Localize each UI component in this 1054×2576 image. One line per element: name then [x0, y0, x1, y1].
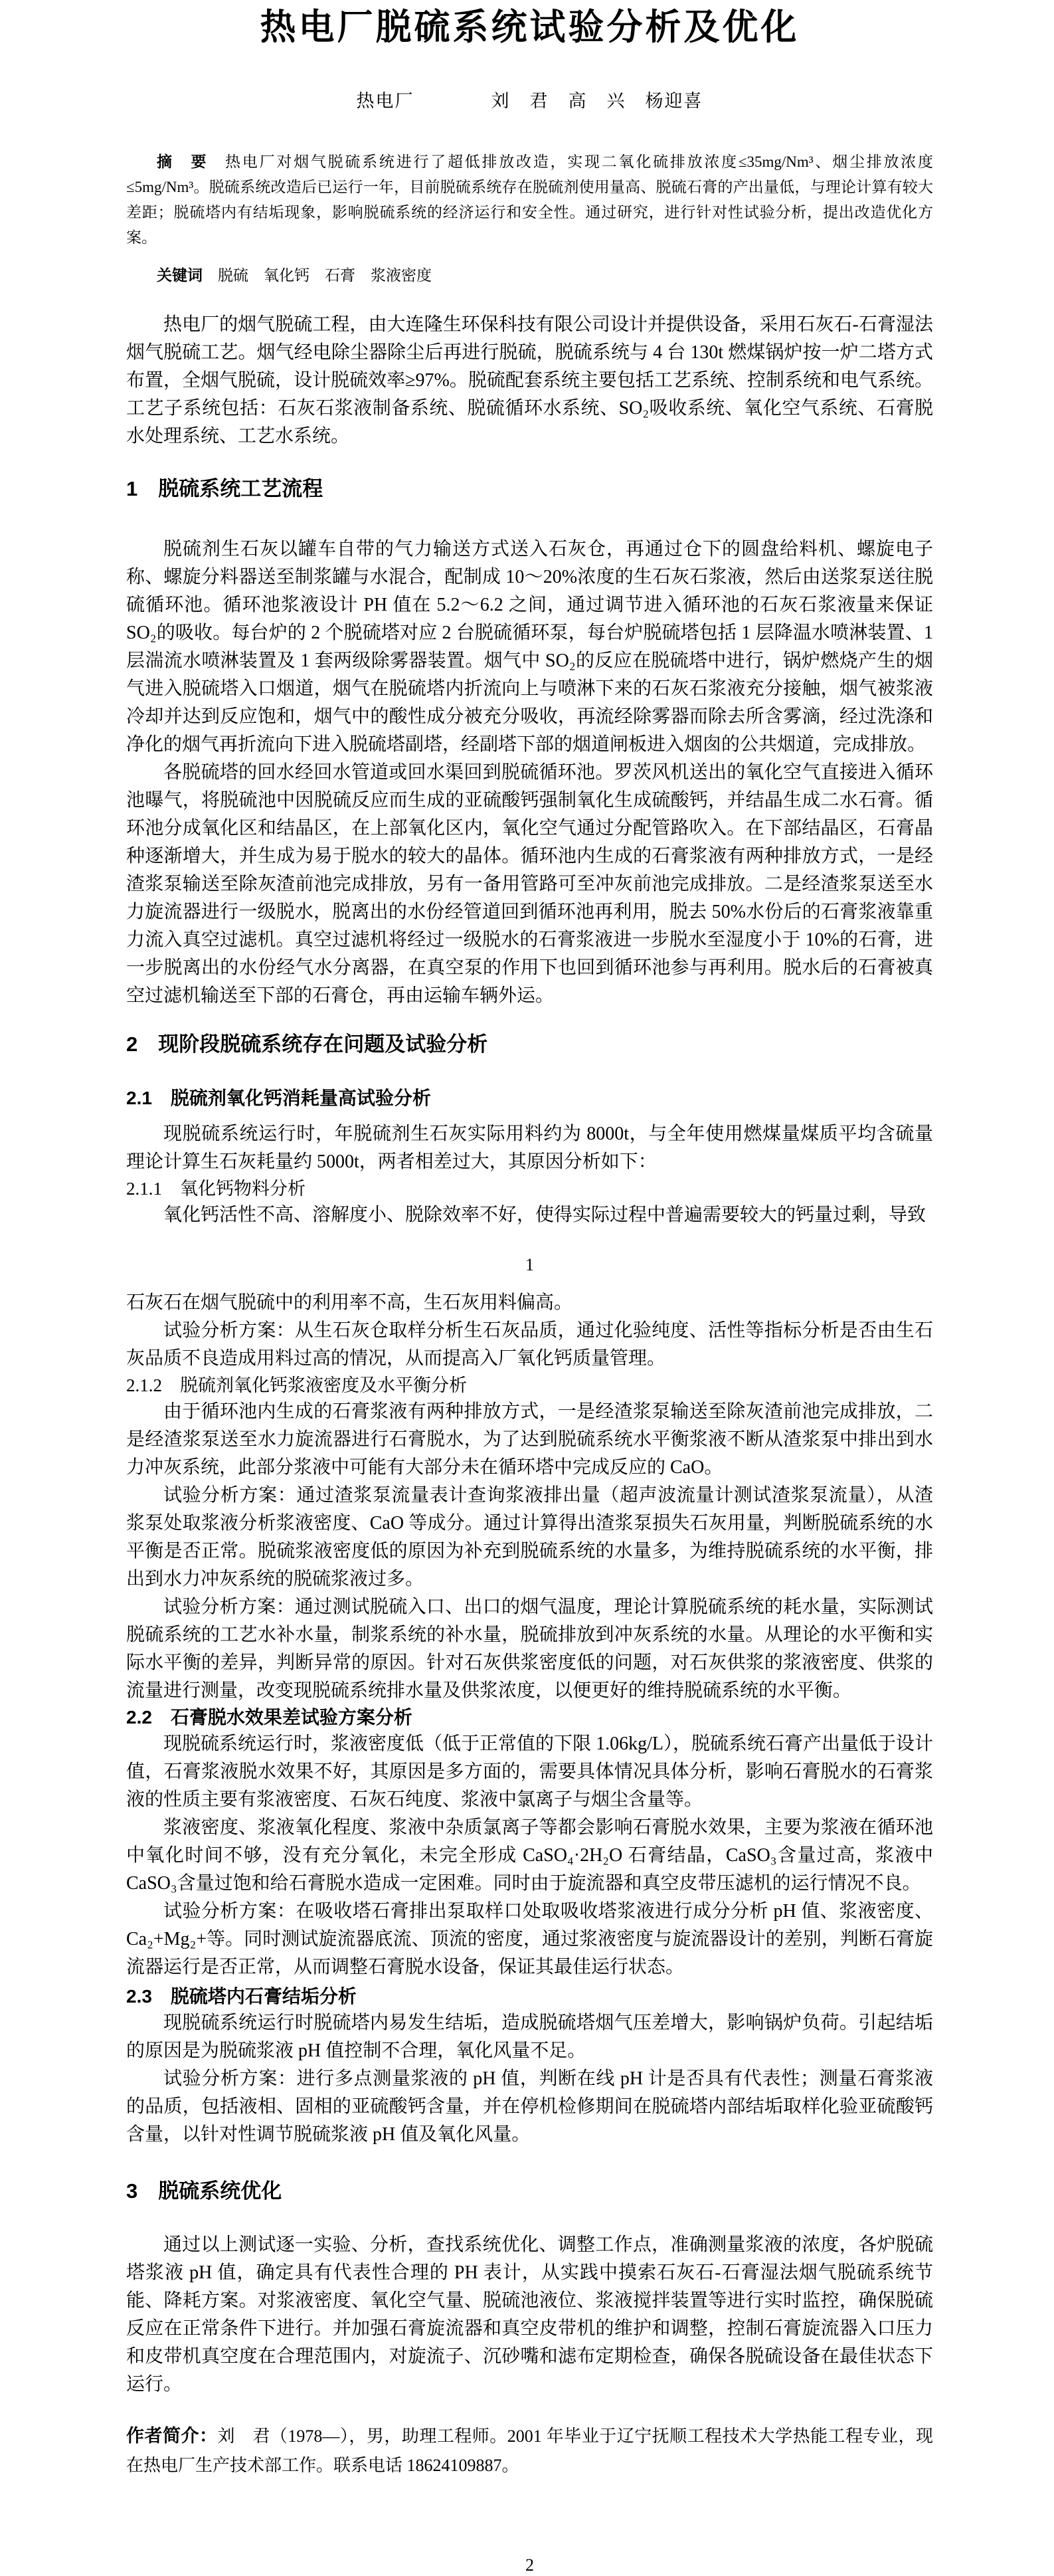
section-1-heading: 1 脱硫系统工艺流程 — [126, 477, 323, 500]
section-2-1-2-paragraph-1: 由于循环池内生成的石膏浆液有两种排放方式，一是经渣浆泵输送至除灰渣前池完成排放，二是经渣浆泵送至水力旋流器进行石膏脱水，为了达到脱硫系统水平衡浆液不断从渣浆泵中排出到水力冲灰系统，此部分浆液中可能有大部分未在循环塔中完成反应的 CaO。 — [126, 1401, 933, 1478]
section-2-2-paragraph-1: 现脱硫系统运行时，浆液密度低（低于正常值的下限 1.06kg/L），脱硫系统石膏产出量低于设计值，石膏浆液脱水效果不好，其原因是多方面的，需要具体情况具体分析，影响石膏脱水的石膏浆液的性质主要有浆液密度、石灰石纯度、浆液中氯离子与烟尘含量等。 — [126, 1734, 933, 1810]
authors-line: 热电厂 刘 君 高 兴 杨迎喜 — [356, 91, 703, 111]
section-2-2-heading: 2.2 石膏脱水效果差试验方案分析 — [126, 1707, 412, 1728]
section-2-heading: 2 现阶段脱硫系统存在问题及试验分析 — [126, 1033, 488, 1056]
intro-paragraph: 热电厂的烟气脱硫工程，由大连隆生环保科技有限公司设计并提供设备，采用石灰石-石膏湿法烟气脱硫工艺。烟气经电除尘器除尘后再进行脱硫，脱硫系统与 4 台 130t 燃煤锅炉按一炉二塔方式布置，全烟气脱硫，设计脱硫效率≥97%。脱硫配套系统主要包括工艺系统、控制系统和电气系统。工艺子系统包括：石灰石浆液制备系统、脱硫循环水系统、SO₂吸收系统、氧化空气系统、石膏脱水处理系统、工艺水系统。 — [126, 314, 933, 446]
section-2-3-paragraph-1: 现脱硫系统运行时脱硫塔内易发生结垢，造成脱硫塔烟气压差增大，影响锅炉负荷。引起结垢的原因是为脱硫浆液 pH 值控制不合理，氧化风量不足。 — [126, 2013, 933, 2061]
section-3-paragraph-1: 通过以上测试逐一实验、分析，查找系统优化、调整工作点，准确测量浆液的浓度，各炉脱硫塔浆液 pH 值，确定具有代表性合理的 PH 表计，从实践中摸索石灰石-石膏湿法烟气脱硫系统节能、降耗方案。对浆液密度、氧化空气量、脱硫池液位、浆液搅拌装置等进行实时监控，确保脱硫反应在正常条件下进行。并加强石膏旋流器和真空皮带机的维护和调整，控制石膏旋流器入口压力和皮带机真空度在合理范围内，对旋流子、沉砂嘴和滤布定期检查，确保各脱硫设备在最佳状态下运行。 — [126, 2234, 933, 2395]
abstract-label: 摘 要 — [157, 153, 209, 170]
page-number-1: 1 — [525, 1255, 534, 1274]
section-2-1-1-paragraph-1-continued: 石灰石在烟气脱硫中的利用率不高，生石灰用料偏高。 — [126, 1292, 573, 1313]
section-2-1-2-heading: 2.1.2 脱硫剂氧化钙浆液密度及水平衡分析 — [126, 1375, 467, 1395]
section-2-2-paragraph-3: 试验分析方案：在吸收塔石膏排出泵取样口处取吸收塔浆液进行成分分析 pH 值、浆液密度、Ca₂+Mg₂+等。同时测试旋流器底流、顶流的密度，通过浆液密度与旋流器设计的差别，判断石膏旋流器运行是否正常，从而调整石膏脱水设备，保证其最佳运行状态。 — [126, 1901, 933, 1977]
section-2-3-paragraph-2: 试验分析方案：进行多点测量浆液的 pH 值，判断在线 pH 计是否具有代表性；测量石膏浆液的品质，包括液相、固相的亚硫酸钙含量，并在停机检修期间在脱硫塔内部结垢取样化验亚硫酸钙含量，以针对性调节脱硫浆液 pH 值及氧化风量。 — [126, 2068, 933, 2145]
section-2-1-1-heading: 2.1.1 氧化钙物料分析 — [126, 1179, 306, 1199]
bio-text: 刘 君（1978—），男，助理工程师。2001 年毕业于辽宁抚顺工程技术大学热能工程专业，现在热电厂生产技术部工作。联系电话 18624109887。 — [126, 2427, 933, 2475]
section-2-1-2-paragraph-3: 试验分析方案：通过测试脱硫入口、出口的烟气温度，理论计算脱硫系统的耗水量，实际测试脱硫系统的工艺水补水量，制浆系统的补水量，脱硫排放到冲灰系统的水量。从理论的水平衡和实际水平衡的差异，判断异常的原因。针对石灰供浆密度低的问题，对石灰供浆的浆液密度、供浆的流量进行测量，改变现脱硫系统排水量及供浆浓度，以便更好的维持脱硫系统的水平衡。 — [126, 1597, 933, 1701]
section-1-paragraph-1: 脱硫剂生石灰以罐车自带的气力输送方式送入石灰仓，再通过仓下的圆盘给料机、螺旋电子称、螺旋分料器送至制浆罐与水混合，配制成 10～20%浓度的生石灰石浆液，然后由送浆泵送往脱硫循环池。循环池浆液设计 PH 值在 5.2～6.2 之间，通过调节进入循环池的石灰石浆液量来保证 SO₂的吸收。每台炉的 2 个脱硫塔对应 2 台脱硫循环泵，每台炉脱硫塔包括 1 层降温水喷淋装置、1 层湍流水喷淋装置及 1 套两级除雾器装置。烟气中 SO₂的反应在脱硫塔中进行，锅炉燃烧产生的烟气进入脱硫塔入口烟道，烟气在脱硫塔内折流向上与喷淋下来的石灰石浆液充分接触，烟气被浆液冷却并达到反应饱和，烟气中的酸性成分被充分吸收，再流经除雾器而除去所含雾滴，经过洗涤和净化的烟气再折流向下进入脱硫塔副塔，经副塔下部的烟道闸板进入烟囱的公共烟道，完成排放。 — [126, 539, 933, 755]
section-2-1-2-paragraph-2: 试验分析方案：通过渣浆泵流量表计查询浆液排出量（超声波流量计测试渣浆泵流量），从渣浆泵处取浆液分析浆液密度、CaO 等成分。通过计算得出渣浆泵损失石灰用量，判断脱硫系统的水平衡是否正常。脱硫浆液密度低的原因为补充到脱硫系统的水量多，为维持脱硫系统的水平衡，排出到水力冲灰系统的脱硫浆液过多。 — [126, 1485, 933, 1589]
keywords-text: 脱硫 氧化钙 石膏 浆液密度 — [203, 267, 432, 284]
section-1-paragraph-2: 各脱硫塔的回水经回水管道或回水渠回到脱硫循环池。罗茨风机送出的氧化空气直接进入循环池曝气，将脱硫池中因脱硫反应而生成的亚硫酸钙强制氧化生成硫酸钙，并结晶生成二水石膏。循环池分成氧化区和结晶区，在上部氧化区内，氧化空气通过分配管路吹入。在下部结晶区，石膏晶种逐渐增大，并生成为易于脱水的较大的晶体。循环池内生成的石膏浆液有两种排放方式，一是经渣浆泵输送至除灰渣前池完成排放，另有一备用管路可至冲灰前池完成排放。二是经渣浆泵送至水力旋流器进行一级脱水，脱离出的水份经管道回到循环池再利用，脱去 50%水份后的石膏浆液靠重力流入真空过滤机。真空过滤机将经过一级脱水的石膏浆液进一步脱水至湿度小于 10%的石膏，进一步脱离出的水份经气水分离器，在真空泵的作用下也回到循环池参与再利用。脱水后的石膏被真空过滤机输送至下部的石膏仓，再由运输车辆外运。 — [126, 762, 933, 1006]
abstract-text: 热电厂对烟气脱硫系统进行了超低排放改造，实现二氧化硫排放浓度≤35mg/Nm³、烟尘排放浓度≤5mg/Nm³。脱硫系统改造后已运行一年，目前脱硫系统存在脱硫剂使用量高、脱硫石膏的产出量低，与理论计算有较大差距；脱硫塔内有结垢现象，影响脱硫系统的经济运行和安全性。通过研究，进行针对性试验分析，提出改造优化方案。 — [126, 153, 934, 246]
abstract-paragraph — [126, 149, 933, 250]
keywords-line — [126, 262, 933, 288]
keywords-label: 关键词 — [157, 266, 203, 284]
section-2-2-paragraph-2: 浆液密度、浆液氧化程度、浆液中杂质氯离子等都会影响石膏脱水效果，主要为浆液在循环池中氧化时间不够，没有充分氧化，未完全形成 CaSO₄·2H₂O 石膏结晶，CaSO₃含量过高，浆液中 CaSO₃含量过饱和给石膏脱水造成一定困难。同时由于旋流器和真空皮带压滤机的运行情况不良。 — [126, 1817, 933, 1894]
section-2-3-heading: 2.3 脱硫塔内石膏结垢分析 — [126, 1986, 357, 2007]
section-2-1-1-paragraph-2: 试验分析方案：从生石灰仓取样分析生石灰品质，通过化验纯度、活性等指标分析是否由生石灰品质不良造成用料过高的情况，从而提高入厂氧化钙质量管理。 — [126, 1320, 933, 1369]
page-number-2: 2 — [525, 2555, 534, 2575]
section-3-heading: 3 脱硫系统优化 — [126, 2179, 282, 2203]
section-2-1-heading: 2.1 脱硫剂氧化钙消耗量高试验分析 — [126, 1088, 431, 1108]
section-2-1-paragraph-1: 现脱硫系统运行时，年脱硫剂生石灰实际用料约为 8000t，与全年使用燃煤量煤质平均含硫量理论计算生石灰耗量约 5000t，两者相差过大，其原因分析如下： — [126, 1124, 933, 1172]
section-2-1-1-paragraph-1: 氧化钙活性不高、溶解度小、脱除效率不好，使得实际过程中普遍需要较大的钙量过剩，导致 — [163, 1205, 926, 1225]
bio-label: 作者简介： — [126, 2426, 218, 2446]
author-bio — [126, 2421, 933, 2480]
paper-title: 热电厂脱硫系统试验分析及优化 — [260, 7, 800, 47]
